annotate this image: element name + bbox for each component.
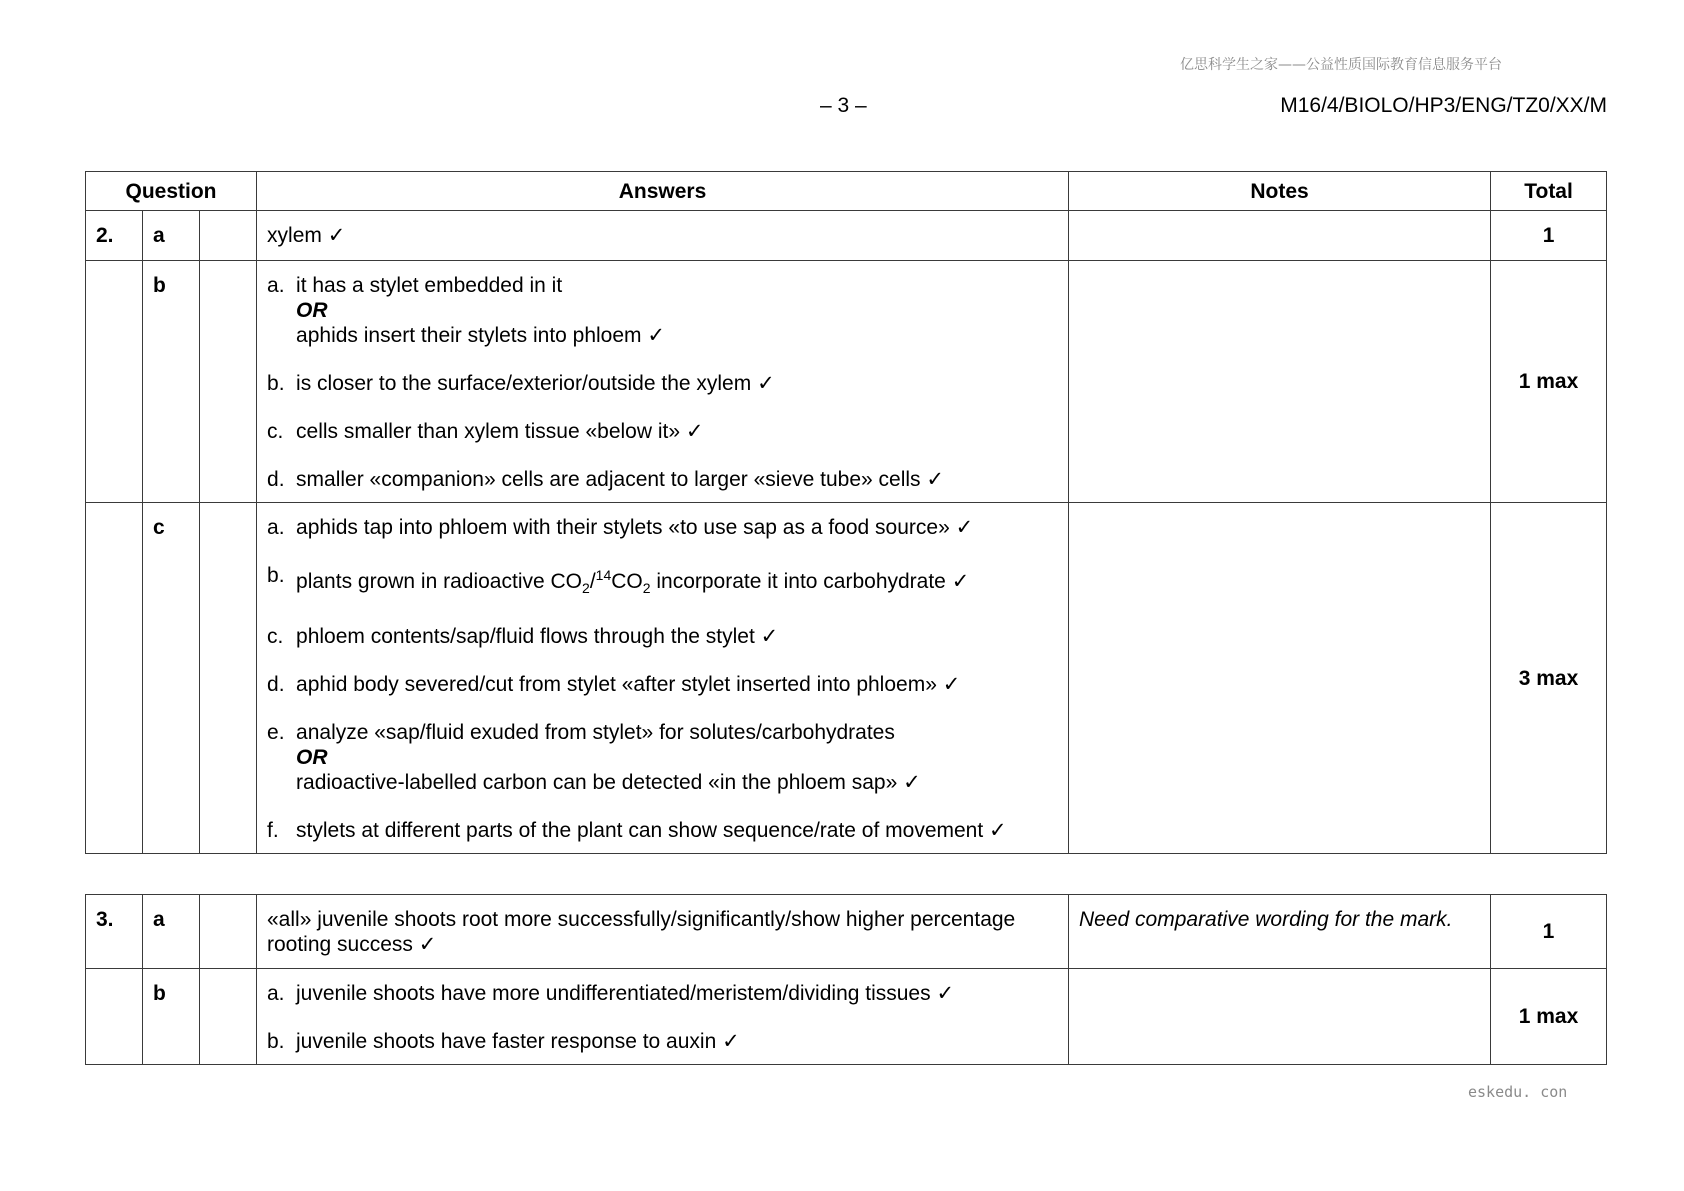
marking-point: b. juvenile shoots have faster response to auxin ✓ — [267, 1030, 740, 1053]
marking-point: e. analyze «sap/fluid exuded from stylet» for solutes/carbohydrates OR radioactive-labelled carbon can be detected «in the phloem sap» ✓ — [267, 720, 1058, 795]
marking-point: b. plants grown in radioactive $CO_2/^{14}CO_2$ incorporate it into carbohydrate ✓ — [267, 564, 970, 597]
notes-cell — [1069, 503, 1491, 854]
question-number — [86, 969, 143, 1065]
total-cell: 1 max — [1491, 969, 1607, 1065]
table-row — [86, 895, 1607, 969]
question-part: a — [143, 895, 200, 969]
notes-header: Notes — [1069, 172, 1491, 211]
marking-point: d. smaller «companion» cells are adjacent to larger «sieve tube» cells ✓ — [267, 468, 944, 491]
answer-cell: «all» juvenile shoots root more successfully/significantly/show higher percentage rooting success ✓ — [257, 895, 1069, 969]
notes-cell: Need comparative wording for the mark. — [1069, 895, 1491, 969]
question-number: 3. — [86, 895, 143, 969]
question-header: Question — [86, 172, 257, 211]
answer-cell — [257, 969, 1069, 1065]
total-cell: 1 — [1491, 211, 1607, 261]
notes-cell — [1069, 261, 1491, 503]
table-row — [86, 261, 1607, 503]
answer-cell — [257, 503, 1069, 854]
or-connector: OR — [296, 299, 328, 322]
marking-point: c. cells smaller than xylem tissue «below it» ✓ — [267, 420, 704, 443]
table-row — [86, 503, 1607, 854]
marking-point: d. aphid body severed/cut from stylet «after stylet inserted into phloem» ✓ — [267, 673, 961, 697]
reference-code: M16/4/BIOLO/HP3/ENG/TZ0/XX/M — [1280, 94, 1607, 117]
answer-cell — [257, 261, 1069, 503]
header-watermark: 亿思科学生之家——公益性质国际教育信息服务平台 — [1180, 57, 1502, 73]
marking-point: c. phloem contents/sap/fluid flows through the stylet ✓ — [267, 625, 779, 649]
or-connector: OR — [296, 746, 328, 770]
question-part: c — [143, 503, 200, 854]
question-subpart — [200, 261, 257, 503]
notes-cell — [1069, 969, 1491, 1065]
table-row — [86, 969, 1607, 1065]
question-subpart — [200, 211, 257, 261]
total-header: Total — [1491, 172, 1607, 211]
table-row — [86, 211, 1607, 261]
marking-point: a. it has a stylet embedded in it OR aphids insert their stylets into phloem ✓ — [267, 273, 1058, 348]
markscheme-table-q2 — [85, 171, 1607, 854]
question-number: 2. — [86, 211, 143, 261]
total-cell: 3 max — [1491, 503, 1607, 854]
answers-header: Answers — [257, 172, 1069, 211]
marking-point: a. juvenile shoots have more undifferentiated/meristem/dividing tissues ✓ — [267, 982, 955, 1005]
marking-point: a. aphids tap into phloem with their stylets «to use sap as a food source» ✓ — [267, 516, 974, 539]
marking-point: f. stylets at different parts of the plant can show sequence/rate of movement ✓ — [267, 819, 1007, 843]
page-number: – 3 – — [820, 94, 867, 117]
question-part: b — [143, 261, 200, 503]
question-part: a — [143, 211, 200, 261]
question-part: b — [143, 969, 200, 1065]
question-subpart — [200, 895, 257, 969]
total-cell: 1 — [1491, 895, 1607, 969]
markscheme-table-q3 — [85, 894, 1607, 1065]
question-number — [86, 503, 143, 854]
total-cell: 1 max — [1491, 261, 1607, 503]
question-subpart — [200, 503, 257, 854]
footer-watermark: eskedu. con — [1468, 1083, 1568, 1101]
marking-point: b. is closer to the surface/exterior/outside the xylem ✓ — [267, 372, 775, 395]
answer-cell: xylem ✓ — [257, 211, 1069, 261]
table-header-row — [86, 172, 1607, 211]
notes-cell — [1069, 211, 1491, 261]
question-number — [86, 261, 143, 503]
question-subpart — [200, 969, 257, 1065]
